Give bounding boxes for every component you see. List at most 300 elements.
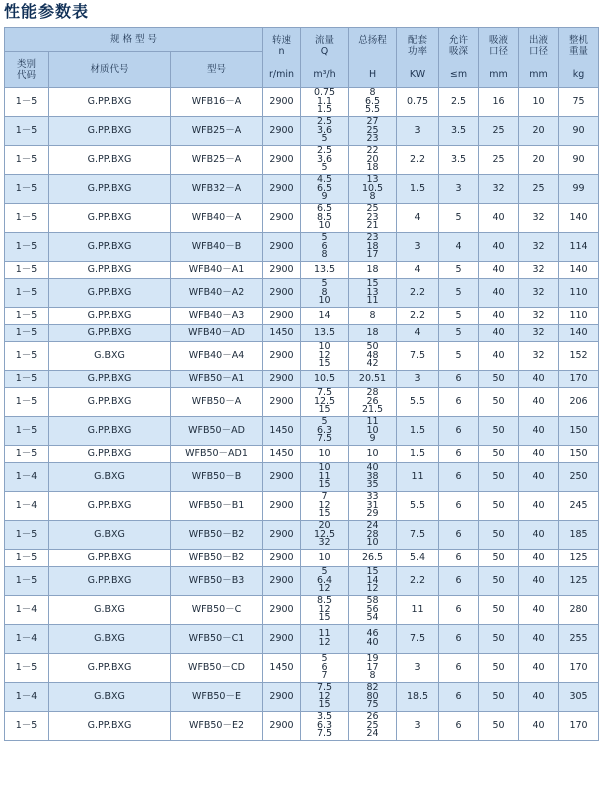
speed-cell: 2900 [263,596,301,625]
head-cell [349,204,397,233]
category-cell: 1－5 [5,175,49,204]
power-cell: 0.75 [397,88,439,117]
header-power-unit: KW [409,69,426,80]
speed-cell: 2900 [263,204,301,233]
speed-cell: 1450 [263,654,301,683]
inlet-cell: 50 [479,492,519,521]
head-cell [349,625,397,654]
inlet-cell: 40 [479,342,519,371]
weight-cell: 125 [559,550,599,567]
speed-cell: 2900 [263,146,301,175]
category-cell: 1－5 [5,88,49,117]
flow-cell-line: 15 [318,612,331,624]
power-cell: 1.5 [397,446,439,463]
material-cell: G.PP.BXG [49,204,171,233]
outlet-cell: 40 [519,417,559,446]
suction-cell: 6 [439,371,479,388]
flow-cell-line: 12 [318,603,331,615]
speed-cell: 2900 [263,388,301,417]
flow-cell-line: 5 [321,133,328,145]
category-cell: 1－5 [5,204,49,233]
model-cell: WFB50－CD [171,654,263,683]
flow-cell-line: 1.5 [316,104,333,116]
flow-cell-line: 6.3 [316,424,333,436]
flow-cell-line: 8.5 [316,211,333,223]
inlet-cell: 50 [479,417,519,446]
category-cell: 1－5 [5,371,49,388]
outlet-cell: 32 [519,233,559,262]
head-cell [349,342,397,371]
table-row [5,521,599,550]
outlet-cell: 40 [519,654,559,683]
flow-cell-line: 14 [318,309,331,321]
power-cell: 11 [397,463,439,492]
table-row [5,492,599,521]
weight-cell: 125 [559,567,599,596]
header-head [349,28,397,88]
weight-cell: 99 [559,175,599,204]
power-cell: 18.5 [397,683,439,712]
power-cell: 4 [397,325,439,342]
header-suction [439,28,479,88]
table-row [5,204,599,233]
inlet-cell: 50 [479,371,519,388]
suction-cell: 6 [439,446,479,463]
flow-cell-line: 6.3 [316,719,333,731]
flow-cell [301,446,349,463]
power-cell: 5.5 [397,388,439,417]
head-cell-line: 13 [366,286,379,298]
flow-cell-line: 2.5 [316,145,333,156]
head-cell [349,596,397,625]
suction-cell: 5 [439,342,479,371]
power-cell: 5.5 [397,492,439,521]
flow-cell [301,654,349,683]
head-cell-line: 14 [366,574,379,586]
weight-cell: 280 [559,596,599,625]
suction-cell: 4 [439,233,479,262]
weight-cell: 250 [559,463,599,492]
head-cell-line: 8 [369,191,376,203]
weight-cell: 75 [559,88,599,117]
header-category-line2: 代码 [16,69,36,81]
model-cell: WFB50－B2 [171,521,263,550]
power-cell: 1.5 [397,417,439,446]
model-cell: WFB50－A1 [171,371,263,388]
suction-cell: 5 [439,262,479,279]
material-cell: G.PP.BXG [49,146,171,175]
header-speed [263,28,301,88]
category-cell: 1－5 [5,654,49,683]
header-inlet-unit: mm [489,69,508,80]
head-cell-line: 10 [366,424,379,436]
header-suction-label1: 允许 [449,35,469,46]
head-cell-line: 29 [366,508,379,520]
material-cell: G.PP.BXG [49,262,171,279]
suction-cell: 6 [439,550,479,567]
model-cell: WFB50－B3 [171,567,263,596]
head-cell-line: 23 [366,232,379,243]
category-cell: 1－5 [5,388,49,417]
page-title: 性能参数表 [4,2,90,21]
head-cell-line: 8 [369,670,376,682]
table-row [5,117,599,146]
model-cell: WFB50－AD1 [171,446,263,463]
flow-cell-line: 5 [321,232,328,243]
category-cell: 1－5 [5,417,49,446]
header-outlet-label1: 出液 [529,35,549,46]
flow-cell [301,325,349,342]
category-cell: 1－5 [5,712,49,741]
head-cell-line: 31 [366,499,379,511]
flow-cell-line: 8.5 [316,595,333,606]
outlet-cell: 40 [519,625,559,654]
head-cell [349,371,397,388]
header-weight-label1: 整机 [569,35,589,46]
flow-cell [301,117,349,146]
header-outlet-unit: mm [529,69,548,80]
material-cell: G.PP.BXG [49,325,171,342]
flow-cell-line: 20 [318,520,331,531]
flow-cell [301,625,349,654]
header-power [397,28,439,88]
head-cell [349,550,397,567]
flow-cell-line: 15 [318,358,331,370]
header-model: 型号 [171,52,263,88]
flow-cell [301,371,349,388]
flow-cell-line: 2.5 [316,116,333,127]
model-cell: WFB50－E [171,683,263,712]
category-cell: 1－4 [5,625,49,654]
speed-cell: 2900 [263,175,301,204]
flow-cell-line: 3.5 [316,711,333,722]
flow-cell [301,233,349,262]
material-cell: G.BXG [49,683,171,712]
head-cell [349,233,397,262]
head-cell-line: 38 [366,470,379,482]
material-cell: G.PP.BXG [49,279,171,308]
head-cell-line: 11 [366,416,379,427]
speed-cell: 2900 [263,567,301,596]
flow-cell-line: 8 [321,249,328,261]
power-cell: 4 [397,262,439,279]
model-cell: WFB40－B [171,233,263,262]
category-cell: 1－5 [5,446,49,463]
head-cell-line: 42 [366,358,379,370]
power-cell: 7.5 [397,625,439,654]
material-cell: G.PP.BXG [49,371,171,388]
flow-cell-line: 3.6 [316,153,333,165]
flow-cell [301,417,349,446]
power-cell: 3 [397,371,439,388]
outlet-cell: 20 [519,146,559,175]
suction-cell: 6 [439,596,479,625]
header-weight-label2: 重量 [569,46,589,57]
power-cell: 2.2 [397,279,439,308]
weight-cell: 110 [559,308,599,325]
head-cell-line: 24 [366,520,379,531]
suction-cell: 3 [439,175,479,204]
model-cell: WFB50－C [171,596,263,625]
table-row [5,417,599,446]
head-cell-line: 80 [366,690,379,702]
head-cell-line: 17 [366,249,379,261]
suction-cell: 6 [439,521,479,550]
model-cell: WFB50－B1 [171,492,263,521]
model-cell: WFB50－E2 [171,712,263,741]
header-flow [301,28,349,88]
flow-cell [301,204,349,233]
flow-cell-line: 8 [321,286,328,298]
power-cell: 3 [397,654,439,683]
material-cell: G.BXG [49,596,171,625]
head-cell-line: 23 [366,133,379,145]
flow-cell [301,279,349,308]
table-row [5,175,599,204]
material-cell: G.PP.BXG [49,88,171,117]
weight-cell: 140 [559,204,599,233]
inlet-cell: 40 [479,279,519,308]
table-row [5,262,599,279]
weight-cell: 206 [559,388,599,417]
head-cell-line: 25 [366,203,379,214]
header-flow-unit: m³/h [313,69,336,80]
outlet-cell: 32 [519,204,559,233]
head-cell-line: 18 [366,263,379,275]
head-cell [349,567,397,596]
header-inlet-label2: 口径 [489,46,509,57]
flow-cell-line: 12 [318,690,331,702]
flow-cell-line: 12.5 [313,528,336,540]
table-row [5,625,599,654]
model-cell: WFB50－AD [171,417,263,446]
category-cell: 1－5 [5,308,49,325]
outlet-cell: 32 [519,342,559,371]
head-cell-line: 12 [366,583,379,595]
weight-cell: 140 [559,262,599,279]
model-cell: WFB40－A3 [171,308,263,325]
flow-cell-line: 3.6 [316,124,333,136]
head-cell-line: 11 [366,295,379,307]
speed-cell: 2900 [263,308,301,325]
weight-cell: 150 [559,417,599,446]
flow-cell-line: 4.5 [316,174,333,185]
flow-cell-line: 15 [318,508,331,520]
suction-cell: 5 [439,204,479,233]
table-row [5,446,599,463]
head-cell-line: 54 [366,612,379,624]
power-cell: 1.5 [397,175,439,204]
head-cell-line: 58 [366,595,379,606]
weight-cell: 255 [559,625,599,654]
performance-parameter-table [4,27,599,741]
head-cell-line: 23 [366,211,379,223]
outlet-cell: 40 [519,388,559,417]
flow-cell-line: 0.75 [313,87,336,98]
head-cell-line: 50 [366,341,379,352]
speed-cell: 2900 [263,625,301,654]
speed-cell: 2900 [263,492,301,521]
flow-cell-line: 15 [318,404,331,416]
flow-cell-line: 7 [321,670,328,682]
head-cell-line: 17 [366,661,379,673]
head-cell-line: 15 [366,278,379,289]
power-cell: 5.4 [397,550,439,567]
table-row [5,308,599,325]
head-cell-line: 13 [366,174,379,185]
flow-cell-line: 13.5 [313,326,336,338]
power-cell: 11 [397,596,439,625]
flow-cell [301,175,349,204]
flow-cell [301,262,349,279]
category-cell: 1－5 [5,262,49,279]
flow-cell-line: 12 [318,499,331,511]
table-row [5,567,599,596]
material-cell: G.BXG [49,342,171,371]
head-cell [349,521,397,550]
table-row [5,325,599,342]
head-cell-line: 15 [366,566,379,577]
flow-cell [301,567,349,596]
flow-cell-line: 15 [318,699,331,711]
head-cell-line: 10.5 [361,182,384,194]
flow-cell-line: 10 [318,462,331,473]
table-row [5,233,599,262]
flow-cell-line: 5 [321,566,328,577]
weight-cell: 150 [559,446,599,463]
suction-cell: 6 [439,654,479,683]
suction-cell: 6 [439,492,479,521]
header-inlet [479,28,519,88]
flow-cell-line: 5 [321,278,328,289]
head-cell-line: 9 [369,433,376,445]
outlet-cell: 10 [519,88,559,117]
flow-cell-line: 6.5 [316,182,333,194]
category-cell: 1－5 [5,521,49,550]
flow-cell-line: 12 [318,349,331,361]
table-row [5,463,599,492]
category-cell: 1－5 [5,117,49,146]
speed-cell: 2900 [263,371,301,388]
power-cell: 3 [397,233,439,262]
head-cell-line: 18 [366,240,379,252]
inlet-cell: 50 [479,550,519,567]
category-cell: 1－5 [5,550,49,567]
outlet-cell: 40 [519,446,559,463]
suction-cell: 6 [439,712,479,741]
weight-cell: 114 [559,233,599,262]
material-cell: G.BXG [49,463,171,492]
head-cell-line: 20.51 [358,372,387,384]
category-cell: 1－5 [5,146,49,175]
weight-cell: 110 [559,279,599,308]
head-cell [349,712,397,741]
outlet-cell: 32 [519,262,559,279]
table-body [5,88,599,741]
material-cell: G.PP.BXG [49,446,171,463]
head-cell-line: 33 [366,491,379,502]
flow-cell [301,342,349,371]
outlet-cell: 40 [519,683,559,712]
flow-cell [301,388,349,417]
header-material: 材质代号 [49,52,171,88]
outlet-cell: 40 [519,567,559,596]
head-cell-line: 6.5 [364,95,381,107]
model-cell: WFB25－A [171,146,263,175]
suction-cell: 5 [439,325,479,342]
category-cell: 1－4 [5,463,49,492]
inlet-cell: 50 [479,463,519,492]
head-cell-line: 8 [369,309,376,321]
inlet-cell: 40 [479,308,519,325]
head-cell-line: 21.5 [361,404,384,416]
suction-cell: 5 [439,308,479,325]
header-weight-unit: kg [572,69,585,80]
speed-cell: 2900 [263,88,301,117]
head-cell [349,308,397,325]
table-row [5,388,599,417]
table-row [5,88,599,117]
model-cell: WFB32－A [171,175,263,204]
outlet-cell: 25 [519,175,559,204]
flow-cell [301,88,349,117]
speed-cell: 2900 [263,262,301,279]
flow-cell-line: 1.1 [316,95,333,107]
power-cell: 3 [397,117,439,146]
head-cell [349,146,397,175]
outlet-cell: 40 [519,712,559,741]
suction-cell: 6 [439,567,479,596]
header-weight [559,28,599,88]
material-cell: G.PP.BXG [49,233,171,262]
flow-cell-line: 6 [321,240,328,252]
head-cell-line: 27 [366,116,379,127]
head-cell-line: 18 [366,162,379,174]
flow-cell-line: 13.5 [313,263,336,275]
inlet-cell: 25 [479,146,519,175]
flow-cell-line: 10 [318,220,331,232]
head-cell-line: 40 [366,462,379,473]
inlet-cell: 50 [479,625,519,654]
outlet-cell: 32 [519,279,559,308]
weight-cell: 170 [559,712,599,741]
flow-cell [301,550,349,567]
outlet-cell: 32 [519,308,559,325]
outlet-cell: 40 [519,596,559,625]
flow-cell [301,308,349,325]
head-cell-line: 48 [366,349,379,361]
table-row [5,550,599,567]
power-cell: 7.5 [397,521,439,550]
head-cell-line: 20 [366,153,379,165]
header-category-line1: 类别 [16,58,36,70]
header-speed-label: 转速 [272,35,292,46]
weight-cell: 185 [559,521,599,550]
table-row [5,371,599,388]
speed-cell: 2900 [263,463,301,492]
suction-cell: 5 [439,279,479,308]
suction-cell: 6 [439,625,479,654]
weight-cell: 90 [559,117,599,146]
inlet-cell: 40 [479,233,519,262]
head-cell [349,417,397,446]
power-cell: 2.2 [397,146,439,175]
material-cell: G.PP.BXG [49,175,171,204]
head-cell-line: 10 [366,447,379,459]
category-cell: 1－5 [5,325,49,342]
head-cell [349,683,397,712]
weight-cell: 152 [559,342,599,371]
